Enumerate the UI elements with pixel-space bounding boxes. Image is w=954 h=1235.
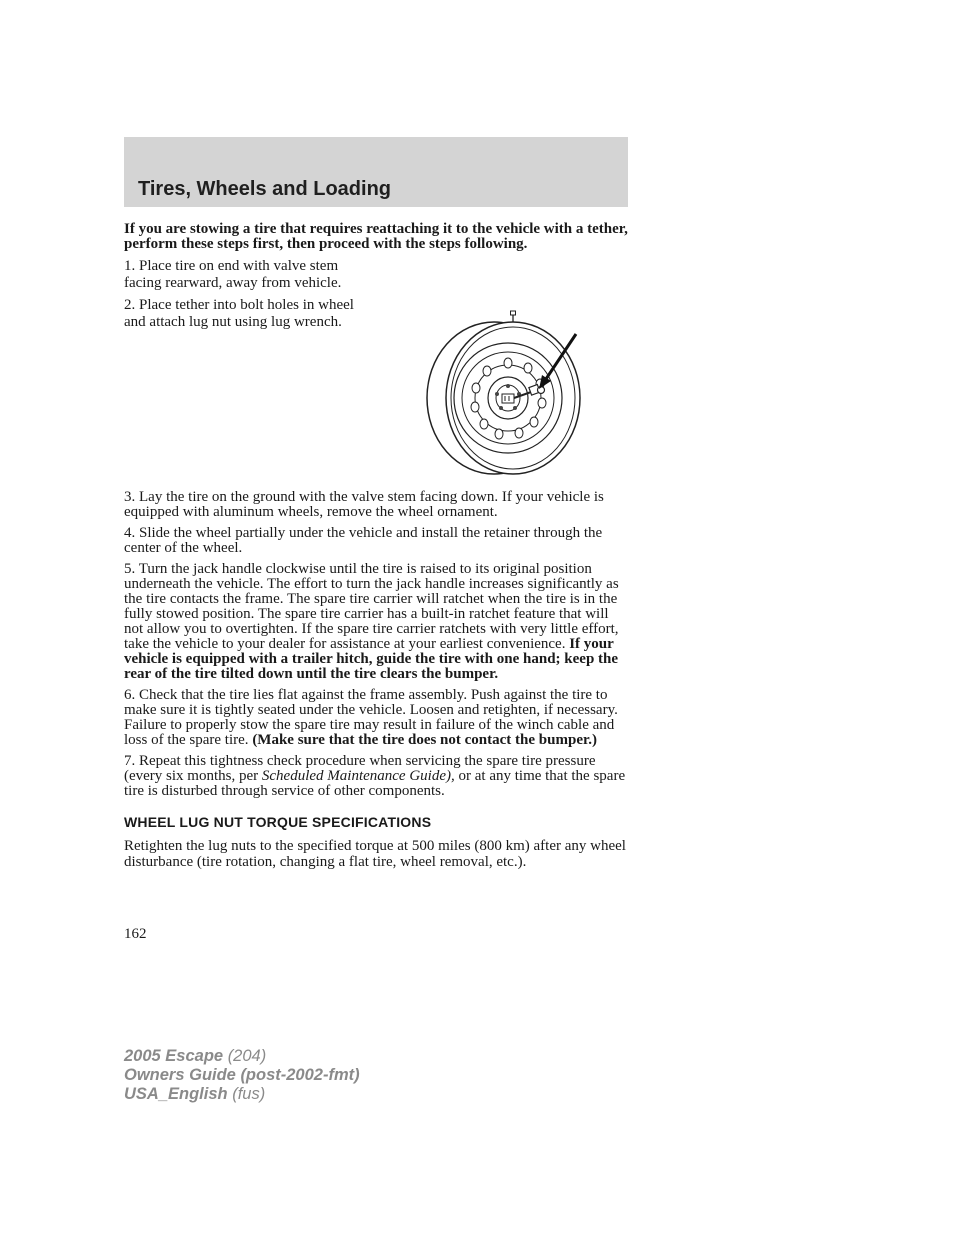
step-3: 3. Lay the tire on the ground with the valve stem facing down. If your vehicle is equipped with aluminum wheels, remove the wheel ornament. <box>124 489 604 520</box>
document-footer <box>124 1047 360 1104</box>
footer-guide: Owners Guide (post-2002-fmt) <box>124 1066 360 1084</box>
footer-language-code: (fus) <box>232 1085 266 1103</box>
step-6-text: 6. Check that the tire lies flat against the frame assembly. Push against the tire to make sure it is tightly seated under the vehicle. Loosen and retighten, if necessary. Failure to properly stow the spare tire may result in failure of the winch cable and loss of the spare tire. <box>124 687 618 748</box>
step-6 <box>124 688 628 748</box>
section-header-band <box>124 137 628 207</box>
footer-line-2 <box>124 1066 360 1085</box>
step-7-reference: Scheduled Maintenance Guide), <box>261 768 455 784</box>
footer-model: 2005 Escape <box>124 1047 224 1065</box>
tire-tether-figure <box>424 258 628 478</box>
section-heading: WHEEL LUG NUT TORQUE SPECIFICATIONS <box>124 814 432 830</box>
step-2: 2. Place tether into bolt holes in wheel and attach lug nut using lug wrench. <box>124 297 354 330</box>
step-7 <box>124 754 628 799</box>
steps-list <box>124 490 628 799</box>
step-6-warning: (Make sure that the tire does not contact the bumper.) <box>252 732 597 748</box>
step-5-text: 5. Turn the jack handle clockwise until the tire is raised to its original position underneath the vehicle. The effort to turn the jack handle increases significantly as the tire contacts the frame. The spare tire carrier will ratchet when the tire is in the fully stowed position. The spare tire carrier has a built-in ratchet feature that will not allow you to overtighten. If the spare tire carrier ratchets with very little effort, take the vehicle to your dealer for assistance at your earliest convenience. <box>124 561 619 652</box>
steps-with-figure <box>124 258 628 490</box>
footer-line-1 <box>124 1047 360 1066</box>
tire-illustration <box>424 258 628 478</box>
step-7-text-end: or at any time that the spare tire is disturbed through service of other components. <box>124 768 626 799</box>
footer-language: USA_English <box>124 1085 228 1103</box>
step-4: 4. Slide the wheel partially under the vehicle and install the retainer through the center of the wheel. <box>124 525 603 556</box>
footer-line-3 <box>124 1085 360 1104</box>
step-5-warning: If your vehicle is equipped with a trailer hitch, guide the tire with one hand; keep the rear of the tire tilted down until the tire clears the bumper. <box>124 636 619 682</box>
intro-paragraph: If you are stowing a tire that requires reattaching it to the vehicle with a tether, perform these steps first, then proceed with the steps following. <box>124 221 628 252</box>
section-body: Retighten the lug nuts to the specified torque at 500 miles (800 km) after any wheel disturbance (tire rotation, changing a flat tire, wheel removal, etc.). <box>124 838 626 870</box>
section-title: Tires, Wheels and Loading <box>138 178 392 200</box>
steps-top <box>124 258 374 336</box>
page-number: 162 <box>124 926 147 942</box>
step-7-text: 7. Repeat this tightness check procedure when servicing the spare tire pressure (every six months, per <box>124 753 596 784</box>
step-5 <box>124 562 628 682</box>
page-content <box>124 222 628 876</box>
footer-model-code: (204) <box>227 1047 267 1065</box>
step-1: 1. Place tire on end with valve stem facing rearward, away from vehicle. <box>124 258 342 291</box>
